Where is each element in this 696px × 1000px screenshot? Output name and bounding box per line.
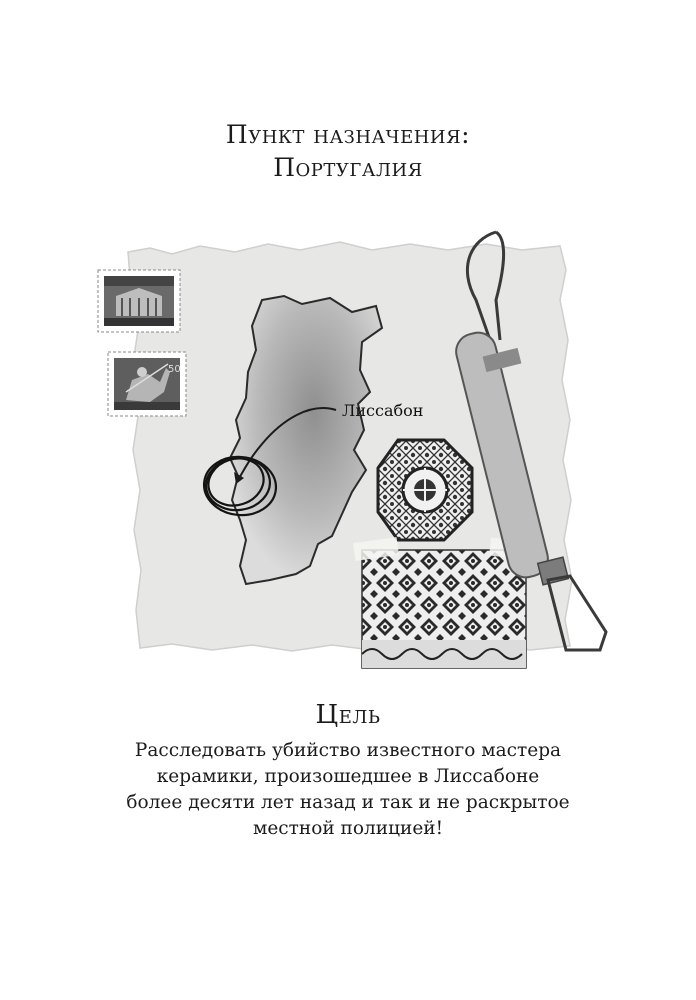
goal-heading: Цель (315, 700, 381, 730)
goal-line: местной полицией! (252, 818, 444, 839)
goal-line: керамики, произошедшее в Лиссабоне (156, 766, 540, 787)
stamp-temple-icon (98, 270, 180, 332)
azulejo-tile-icon (378, 440, 472, 540)
goal-line: Расследовать убийство известного мастера (134, 740, 562, 761)
goal-text (90, 738, 606, 842)
goal-line: более десяти лет назад и так и не раскрытое (126, 792, 570, 813)
title-line-2: Португалия (273, 153, 423, 182)
city-label: Лиссабон (342, 401, 424, 420)
stamp-knight-icon (108, 352, 186, 416)
svg-text:50: 50 (168, 364, 181, 375)
title-line-1: Пункт назначения: (225, 120, 471, 149)
